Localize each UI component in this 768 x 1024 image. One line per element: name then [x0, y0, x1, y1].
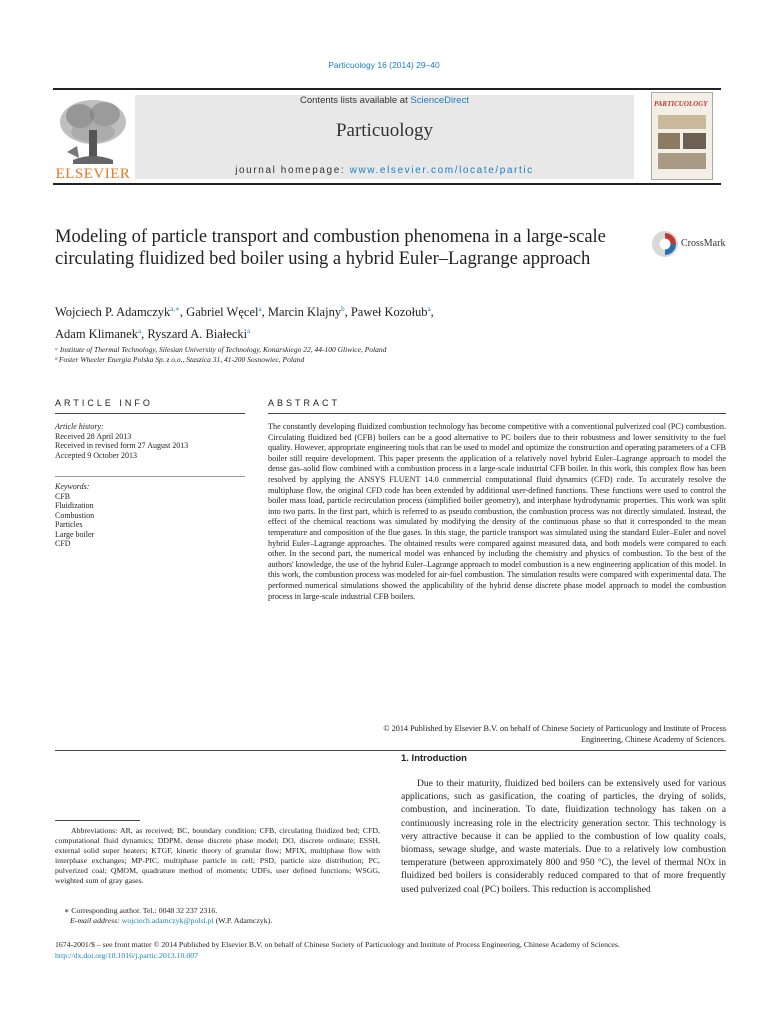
author-sup: a,∗ — [170, 305, 180, 313]
copyright-line-2: Engineering, Chinese Academy of Sciences. — [580, 734, 726, 744]
homepage-prefix: journal homepage: — [235, 165, 350, 176]
author-3[interactable] — [268, 305, 351, 319]
author-6[interactable] — [147, 327, 250, 341]
author-name: Marcin Klajny — [267, 305, 342, 320]
sciencedirect-link[interactable]: ScienceDirect — [410, 95, 469, 106]
cover-image-3 — [683, 133, 706, 149]
history-divider — [55, 476, 245, 477]
header-bottom-rule — [53, 183, 721, 185]
affiliation-b: ᵇ Foster Wheeler Energia Polska Sp. z o.o., Staszica 31, 41-200 Sosnowiec, Poland — [55, 355, 305, 364]
journal-cover-thumbnail — [651, 92, 713, 180]
accepted-date: Accepted 9 October 2013 — [55, 450, 137, 460]
author-4[interactable] — [351, 305, 434, 319]
author-sep: , — [141, 327, 148, 342]
received-date: Received 28 April 2013 — [55, 431, 132, 441]
author-1[interactable] — [55, 305, 186, 319]
abstract-heading: ABSTRACT — [268, 398, 341, 408]
email-link[interactable]: wojciech.adamczyk@polsl.pl — [121, 916, 214, 925]
keyword: Combustion — [55, 510, 95, 520]
keyword: CFD — [55, 539, 71, 548]
author-name: Gabriel Węcel — [186, 305, 259, 320]
journal-citation-link[interactable]: Particuology 16 (2014) 29–40 — [328, 60, 440, 70]
keyword: Large boiler — [55, 529, 95, 539]
author-5[interactable] — [55, 327, 147, 341]
crossmark-label[interactable]: CrossMark — [681, 238, 726, 249]
author-sup: a — [427, 305, 431, 313]
cover-image-4 — [658, 153, 706, 169]
abbreviations-footnote: Abbreviations: AR, as received; BC, boundary condition; CFB, circulating fluidized bed; CFD, computational fluid dynamics; DDPM, dense discrete phase model; DO, discrete ordinate; ESSH, external solid super heaters; KTGF, kinetic theory of granular flow; MFIX, multiphase flow with interphase exchanges; MP-PIC, multiphase particle in cell; PSD, particle size distribution; PC, pulverized coal; QMOM, quadrature method of moments; UDFs, user defined functions; WSGG, weighted sum of gray gases. — [55, 826, 380, 885]
introduction-text: Due to their maturity, fluidized bed boilers can be extensively used for various applications, such as gasification, the coating of particles, the drying of solids, combustion, and incineration. To date, fluidization technology has taken on a continuously increasing role in the electricity generation sector. This technology is very attractive because it can be applied to the combustion of low quality coals, biomass, sewage sludge, and waste materials. Due to a relatively low combustion temperature (between approximately 800 and 950 °C), the level of thermal NOx in fluidized bed boilers is considerably reduced compared to that of more frequently used pulverized coal (PC) boilers. This reduction is accomplished — [401, 779, 726, 895]
elsevier-wordmark: ELSEVIER — [55, 166, 131, 182]
corresponding-author: ∗ Corresponding author. Tel.: 0048 32 237 2316. — [64, 906, 218, 915]
cover-image-2 — [658, 133, 680, 149]
article-title: Modeling of particle transport and combustion phenomena in a large-scale circulating fluidized bed boiler using a hybrid Euler–Lagrange approach — [55, 227, 606, 269]
footnote-rule — [55, 820, 140, 821]
keyword: CFB — [55, 491, 71, 501]
article-info-heading: ARTICLE INFO — [55, 398, 153, 408]
abstract-text: The constantly developing fluidized combustion technology has become competitive with a conventional pulverized coal (PC) combustion. Circulating fluidized bed (CFB) boilers can be a good alternative to PC boilers due to their robustness and lower sensitivity to the fuel quality. However, appropriate engineering tools that can be used to model and optimize the construction and operating parameters of a CFB boiler still require development. This paper presents the application of a relatively novel hybrid Euler–Lagrange approach to model the dense gas–solid flow combined with a combustion process in a large-scale industrial CFB boiler. In this work, this complex flow has been resolved by applying the ANSYS FLUENT 14.0 commercial computational fluid dynamics (CFD) code. To accurately resolve the multiphase flow, the original CFD code has been extended by additional user-defined functions. These functions were used to control the boiler mass load, particle recirculation process (simplified boiler geometry), and interphase hydrodynamic properties. This work was split into two parts. In the first part, which is referred to as pseudo combustion, the combustion process was not directly simulated. Instead, the effect of the chemical reactions was simulated by modifying the density of the continuous phase so that it corresponded to the mean temperature and composition of the flue gases. In this stage, the particle transport was simulated using the standard Euler–Euler and novel hybrid Euler–Lagrange approaches. The obtained results were compared against measured data, and both models were compared to each other. In the second part, the numerical model was enhanced by including the chemistry and physics of combustion. To the best of the authors' knowledge, the use of the hybrid Euler–Lagrange approach to model combustion is a new engineering application of this model. In this work, the combustion process was modeled for air-fuel combustion. The simulation results were compared with experimental data. The performed numerical simulations showed the applicability of the hybrid dense discrete phase model approach to model the combustion process in large-scale industrial CFB boilers. — [268, 422, 726, 601]
keywords-block — [55, 482, 245, 549]
footer-issn: 1674-2001/$ – see front matter © 2014 Published by Elsevier B.V. on behalf of Chinese Society of Particuology and Institute of Process Engineering, Chinese Academy of Sciences. — [55, 940, 620, 949]
author-2[interactable] — [186, 305, 268, 319]
author-sep: , — [179, 305, 187, 320]
journal-title: Particuology — [335, 120, 434, 141]
journal-homepage — [135, 165, 634, 176]
author-sep: , — [430, 305, 434, 320]
email-label: E-mail address: — [70, 916, 122, 925]
author-name: Wojciech P. Adamczyk — [55, 305, 171, 320]
author-list — [55, 300, 615, 344]
introduction-heading: 1. Introduction — [401, 753, 467, 764]
article-history — [55, 422, 245, 460]
keywords-label: Keywords: — [55, 482, 90, 491]
homepage-link[interactable]: www.elsevier.com/locate/partic — [349, 165, 534, 176]
email-suffix: (W.P. Adamczyk). — [213, 916, 273, 925]
article-info-rule — [55, 413, 245, 414]
author-name: Paweł Kozołub — [350, 305, 428, 320]
crossmark-icon[interactable] — [651, 230, 679, 258]
author-name: Adam Klimanek — [55, 327, 138, 342]
author-sup: a — [258, 305, 262, 313]
contents-prefix: Contents lists available at — [300, 95, 411, 106]
contents-availability — [135, 95, 634, 106]
doi-link[interactable]: http://dx.doi.org/10.1016/j.partic.2013.10.007 — [55, 951, 199, 960]
affiliation-a: ᵃ Institute of Thermal Technology, Silesian University of Technology, Konarskiego 22, 44-100 Gliwice, Poland — [55, 345, 387, 354]
author-sup: a — [247, 327, 251, 336]
history-label: Article history: — [55, 422, 104, 431]
author-name: Ryszard A. Białecki — [147, 327, 248, 342]
email-footnote — [70, 916, 395, 926]
keyword: Fluidization — [55, 501, 94, 510]
header-top-rule — [53, 88, 721, 90]
cover-image-1 — [658, 115, 706, 129]
revised-date: Received in revised form 27 August 2013 — [55, 441, 189, 450]
author-sup: a — [137, 327, 142, 336]
keyword: Particles — [55, 520, 83, 529]
copyright-line-1: © 2014 Published by Elsevier B.V. on behalf of Chinese Society of Particuology and Institute of Process — [383, 724, 726, 733]
author-sup: b — [341, 305, 345, 313]
abstract-bottom-rule — [55, 750, 726, 751]
author-sep: , — [261, 305, 268, 320]
author-sep: , — [344, 305, 351, 320]
abstract-rule — [268, 413, 726, 414]
cover-title: PARTICUOLOGY — [654, 100, 708, 108]
abstract-copyright — [268, 724, 726, 745]
